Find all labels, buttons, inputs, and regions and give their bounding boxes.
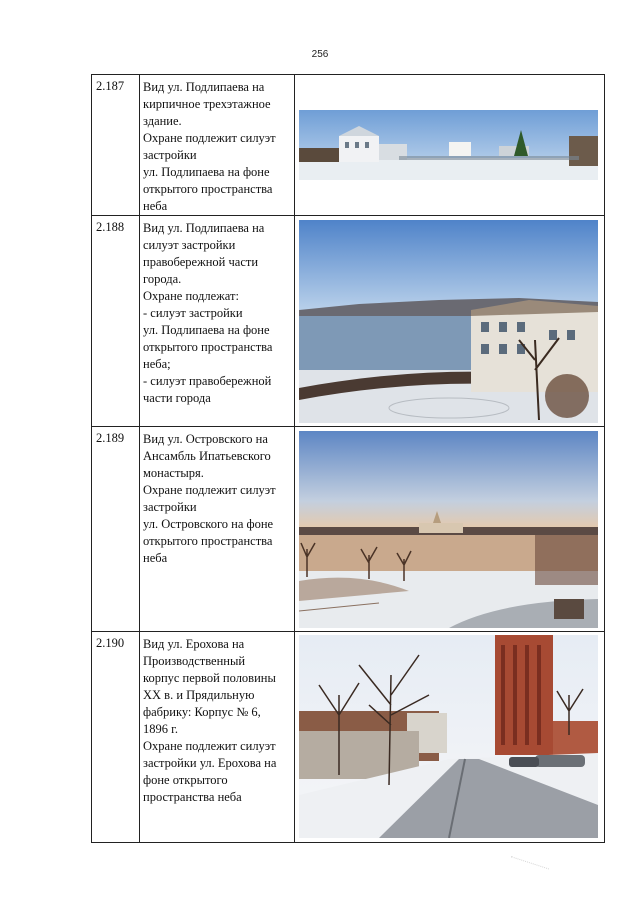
description-line: Вид ул. Подлипаева на	[143, 221, 265, 235]
row-number: 2.190	[92, 632, 140, 843]
description-line: XX в. и Прядильную	[143, 688, 255, 702]
table-row	[92, 75, 605, 216]
row-description	[140, 632, 295, 843]
table-row	[92, 632, 605, 843]
description-line: неба;	[143, 357, 171, 371]
river-view-photo	[299, 220, 598, 423]
description-line: правобережной части	[143, 255, 259, 269]
description-line: монастыря.	[143, 466, 204, 480]
description-line: Вид ул. Ерохова на	[143, 637, 245, 651]
table-row	[92, 427, 605, 632]
description-line: корпус первой половины	[143, 671, 276, 685]
monastery-view-photo	[299, 431, 598, 628]
description-line: - силуэт застройки	[143, 306, 243, 320]
row-number: 2.187	[92, 75, 140, 216]
row-description	[140, 75, 295, 216]
page-number: 256	[311, 49, 329, 60]
description-line: здание.	[143, 114, 182, 128]
description-line: ул. Подлипаева на фоне	[143, 323, 270, 337]
description-line: Вид ул. Островского на	[143, 432, 268, 446]
description-line: фоне открытого	[143, 773, 228, 787]
description-line: Охране подлежат:	[143, 289, 239, 303]
description-line: Охране подлежит силуэт	[143, 483, 276, 497]
description-line: ул. Подлипаева на фоне	[143, 165, 270, 179]
row-number: 2.188	[92, 216, 140, 427]
description-line: кирпичное трехэтажное	[143, 97, 271, 111]
description-line: неба	[143, 199, 168, 213]
row-description	[140, 427, 295, 632]
description-line: пространства неба	[143, 790, 242, 804]
photo-cell	[295, 75, 605, 216]
description-line: 1896 г.	[143, 722, 178, 736]
description-line: Производственный	[143, 654, 246, 668]
description-line: застройки	[143, 148, 197, 162]
street-view-photo	[299, 635, 598, 838]
description-line: открытого пространства	[143, 182, 273, 196]
scan-artifact	[507, 856, 549, 881]
description-line: силуэт застройки	[143, 238, 236, 252]
description-line: города.	[143, 272, 182, 286]
description-line: ул. Островского на фоне	[143, 517, 274, 531]
description-line: Ансамбль Ипатьевского	[143, 449, 271, 463]
row-number: 2.189	[92, 427, 140, 632]
panorama-photo	[299, 110, 598, 180]
description-line: Охране подлежит силуэт	[143, 739, 276, 753]
description-line: фабрику: Корпус № 6,	[143, 705, 261, 719]
description-line: - силуэт правобережной	[143, 374, 272, 388]
description-line: Вид ул. Подлипаева на	[143, 80, 265, 94]
photo-cell	[295, 216, 605, 427]
photo-cell	[295, 632, 605, 843]
row-description	[140, 216, 295, 427]
description-line: открытого пространства	[143, 534, 273, 548]
description-line: части города	[143, 391, 211, 405]
description-line: Охране подлежит силуэт	[143, 131, 276, 145]
description-line: открытого пространства	[143, 340, 273, 354]
description-line: неба	[143, 551, 168, 565]
photo-cell	[295, 427, 605, 632]
description-line: застройки ул. Ерохова на	[143, 756, 277, 770]
monuments-table	[91, 74, 605, 843]
table-row	[92, 216, 605, 427]
description-line: застройки	[143, 500, 197, 514]
